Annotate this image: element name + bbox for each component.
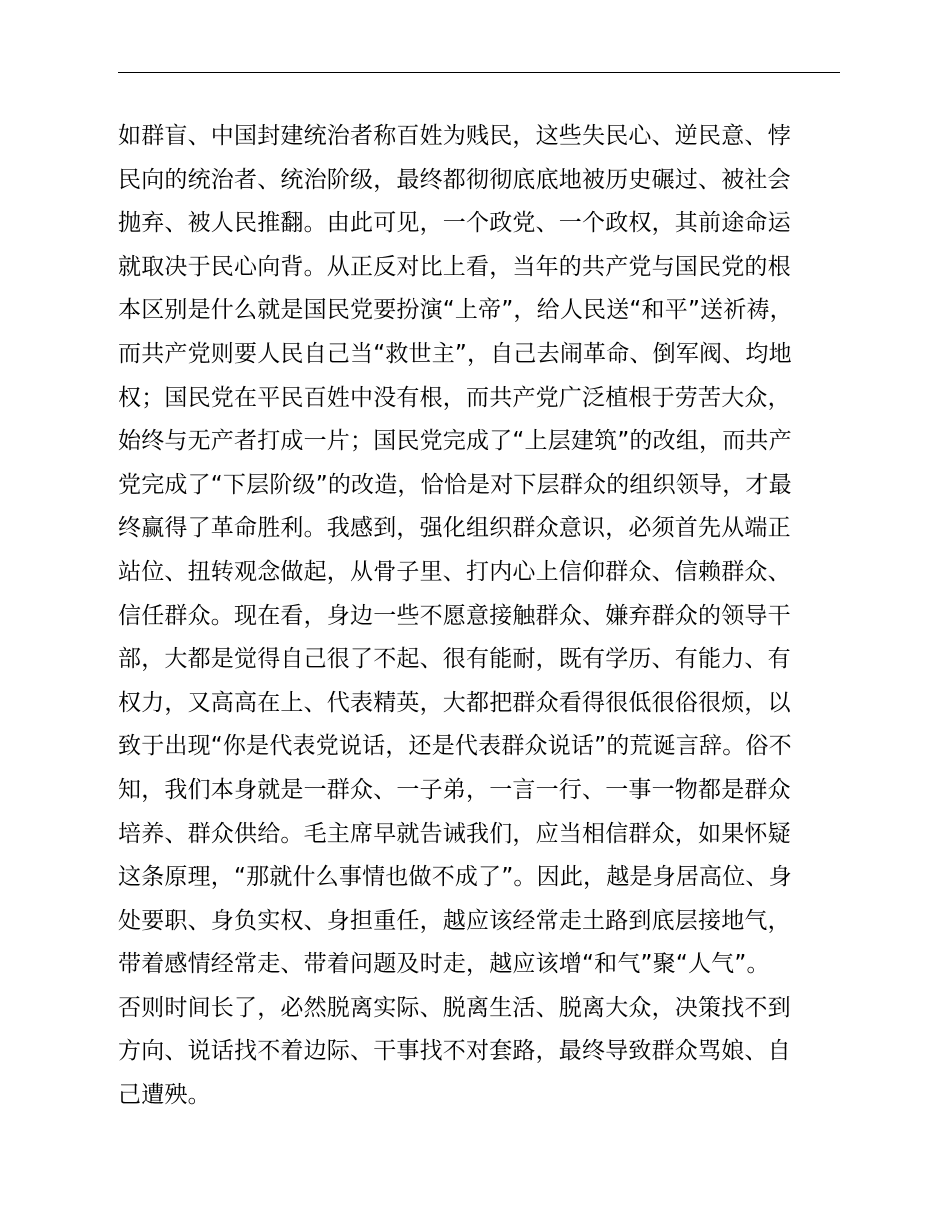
- text-line: 部，大都是觉得自己很了不起、很有能耐，既有学历、有能力、有: [118, 646, 791, 673]
- text-line: 就取决于民心向背。从正反对比上看，当年的共产党与国民党的根: [118, 253, 791, 280]
- text-line: 知，我们本身就是一群众、一子弟，一言一行、一事一物都是群众: [118, 776, 791, 803]
- text-line: 方向、说话找不着边际、干事找不对套路，最终导致群众骂娘、自: [118, 1038, 791, 1065]
- text-line: 这条原理，“那就什么事情也做不成了”。因此，越是身居高位、身: [118, 864, 792, 891]
- text-line: 否则时间长了，必然脱离实际、脱离生活、脱离大众，决策找不到: [118, 994, 791, 1021]
- text-line: 而共产党则要人民自己当“救世主”，自己去闹革命、倒军阀、均地: [118, 340, 792, 367]
- text-line: 己遭殃。: [118, 1082, 211, 1109]
- text-line: 如群盲、中国封建统治者称百姓为贱民，这些失民心、逆民意、悖: [118, 123, 791, 149]
- text-line: 始终与无产者打成一片；国民党完成了“上层建筑”的改组，而共产: [118, 428, 792, 455]
- text-line: 处要职、身负实权、身担重任，越应该经常走土路到底层接地气，: [118, 907, 791, 934]
- header-rule: [118, 72, 840, 73]
- text-line: 终赢得了革命胜利。我感到，强化组织群众意识，必须首先从端正: [118, 515, 791, 542]
- text-line: 带着感情经常走、带着问题及时走，越应该增“和气”聚“人气”。: [118, 951, 770, 978]
- text-line: 站位、扭转观念做起，从骨子里、打内心上信仰群众、信赖群众、: [118, 558, 791, 585]
- text-line: 致于出现“你是代表党说话，还是代表群众说话”的荒诞言辞。俗不: [118, 733, 792, 760]
- text-line: 民向的统治者、统治阶级，最终都彻彻底底地被历史碾过、被社会: [118, 166, 791, 193]
- text-line: 党完成了“下层阶级”的改造，恰恰是对下层群众的组织领导，才最: [118, 471, 792, 498]
- text-line: 培养、群众供给。毛主席早就告诫我们，应当相信群众，如果怀疑: [118, 820, 791, 847]
- text-line: 权；国民党在平民百姓中没有根，而共产党广泛植根于劳苦大众，: [118, 384, 791, 411]
- text-line: 本区别是什么就是国民党要扮演“上帝”，给人民送“和平”送祈祷，: [118, 297, 793, 324]
- body-paragraph: [118, 115, 878, 1118]
- text-line: 信任群众。现在看，身边一些不愿意接触群众、嫌弃群众的领导干: [118, 602, 791, 629]
- text-line: 抛弃、被人民推翻。由此可见，一个政党、一个政权，其前途命运: [118, 210, 791, 237]
- text-line: 权力，又高高在上、代表精英，大都把群众看得很低很俗很烦，以: [118, 689, 791, 716]
